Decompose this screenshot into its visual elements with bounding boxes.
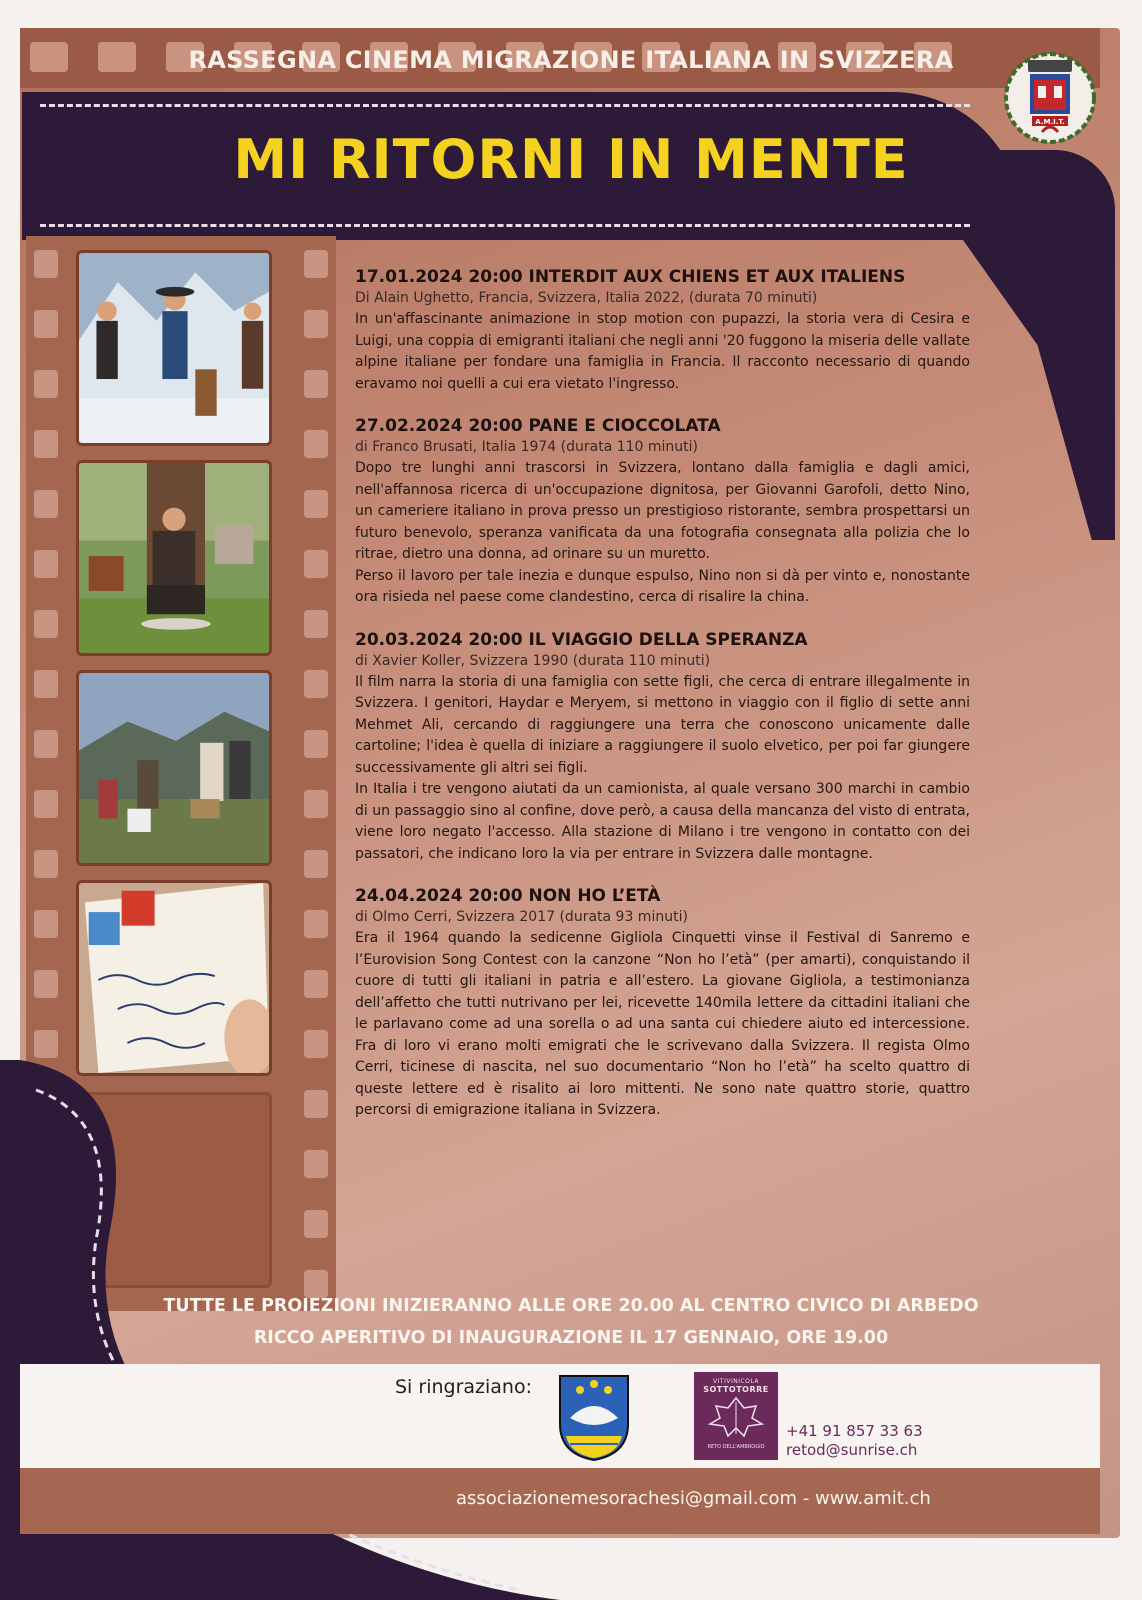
winery-contact bbox=[786, 1422, 923, 1460]
aperitif-note: RICCO APERITIVO DI INAUGURAZIONE IL 17 GENNAIO, ORE 19.00 bbox=[253, 1328, 889, 1348]
film-credit: di Franco Brusati, Italia 1974 (durata 110 minuti) bbox=[355, 439, 699, 455]
film-entry bbox=[355, 266, 970, 395]
film-heading: 17.01.2024 20:00 INTERDIT AUX CHIENS ET AUX ITALIENS bbox=[355, 267, 906, 287]
film-entry bbox=[355, 885, 970, 1122]
screening-note: TUTTE LE PROIEZIONI INIZIERANNO ALLE ORE 20.00 AL CENTRO CIVICO DI ARBEDO bbox=[163, 1296, 979, 1316]
winery-label: VITIVINICOLA bbox=[713, 1378, 759, 1385]
winery-email[interactable]: retod@sunrise.ch bbox=[786, 1441, 918, 1459]
logo-text: A.M.I.T. bbox=[1035, 118, 1065, 126]
film-description: Perso il lavoro per tale inezia e dunque espulso, Nino non si dà per vinto e, nonostante ora risieda nel paese come clandestino, cerca di risalire la china. bbox=[355, 567, 970, 605]
film-entry bbox=[355, 415, 970, 609]
poster-title: MI RITORNI IN MENTE bbox=[233, 128, 909, 191]
grape-leaf-icon bbox=[706, 1394, 766, 1438]
film-description: Era il 1964 quando la sedicenne Gigliola Cinquetti vinse il Festival di Sanremo e l’Eurovision Song Contest con la canzone “Non ho l’età” (per amarti), conquistando il cuore di tutti gli italiani in patria e all’estero. La giovane Gigliola, a testimonianza dell’affetto che tutti nutrivano per lei, ricevette 140mila lettere da cittadini italiani che le parlavano come ad una sorella o ad una santa cui chiedere aiuto ed intercessione. Fra di loro vi erano molti emigrati che le scrivevano dalla Svizzera. Il regista Olmo Cerri, ticinese di nascita, nel suo documentario “Non ho l’età” ha scelto quattro di queste lettere ed è risalito ai loro mittenti. Ne sono nate quattro storie, quattro percorsi di emigrazione italiana in Svizzera. bbox=[355, 930, 970, 1118]
film-heading: 27.02.2024 20:00 PANE E CIOCCOLATA bbox=[355, 416, 721, 436]
film-description: In un'affascinante animazione in stop motion con pupazzi, la storia vera di Cesira e Luigi, una coppia di emigranti italiani che negli anni '20 fuggono la miseria delle vallate alpine italiane per fondare una famiglia in Francia. Il racconto necessario di quando eravamo noi quelli a cui era vietato l'ingresso. bbox=[355, 311, 970, 392]
film-description: Dopo tre lunghi anni trascorsi in Svizzera, lontano dalla famiglia e dagli amici, nell'affannosa ricerca di un'occupazione dignitosa, per Giovanni Garofoli, detto Nino, un cameriere italiano in prova presso un prestigioso ristorante, sembra prospettarsi un futuro benevolo, speranza vanificata da una fotografia consegnata alla polizia che lo ritrae, dietro una donna, ad orinare su un muretto. bbox=[355, 460, 970, 562]
film-heading: 20.03.2024 20:00 IL VIAGGIO DELLA SPERANZA bbox=[355, 629, 808, 650]
film-heading: 24.04.2024 20:00 NON HO L’ETÀ bbox=[355, 886, 661, 906]
film-still-3 bbox=[76, 670, 272, 866]
thanks-label: Si ringraziano: bbox=[395, 1376, 532, 1398]
film-description: In Italia i tre vengono aiutati da un camionista, al quale versano 300 marchi in cambio di un passaggio sino al confine, dove però, a causa della mancanza del visto di entrata, viene loro negato l'accesso. Alla stazione di Milano i tre vengono in contatto con dei passatori, che indicano loro la via per entrare in Svizzera dalle montagne. bbox=[355, 781, 970, 862]
film-credit: di Xavier Koller, Svizzera 1990 (durata 110 minuti) bbox=[355, 652, 711, 669]
film-description: Il film narra la storia di una famiglia con sette figli, che cerca di entrare illegalmente in Svizzera. I genitori, Haydar e Meryem, si mettono in viaggio con il figlio di sette anni Mehmet Ali, cercando di raggiungere una terra che conoscono unicamente dalle cartoline; l'idea è quella di iniziare a raggiungere il suolo elvetico, per poi far giungere successivamente gli altri sei figli. bbox=[355, 673, 970, 776]
winery-logo bbox=[694, 1372, 778, 1460]
banner-dashes bbox=[40, 224, 970, 227]
film-credit: di Olmo Cerri, Svizzera 2017 (durata 93 minuti) bbox=[355, 909, 688, 925]
film-still-2 bbox=[76, 460, 272, 656]
winery-owner: RETO DELL'AMBROGIO bbox=[707, 1444, 765, 1450]
winery-name: SOTTOTORRE bbox=[703, 1385, 769, 1394]
film-still-4 bbox=[76, 880, 272, 1076]
film-entry bbox=[355, 629, 970, 866]
film-credit: Di Alain Ughetto, Francia, Svizzera, Italia 2022, (durata 70 minuti) bbox=[355, 290, 818, 306]
amit-logo bbox=[998, 44, 1102, 148]
film-list bbox=[355, 266, 970, 1142]
phone-number: +41 91 857 33 63 bbox=[786, 1422, 923, 1440]
film-still-1 bbox=[76, 250, 272, 446]
banner-dashes bbox=[40, 104, 970, 107]
footer-contact[interactable]: associazionemesorachesi@gmail.com - www.amit.ch bbox=[456, 1488, 931, 1509]
series-title: RASSEGNA CINEMA MIGRAZIONE ITALIANA IN SVIZZERA bbox=[188, 46, 954, 74]
municipal-crest-icon bbox=[558, 1374, 630, 1462]
